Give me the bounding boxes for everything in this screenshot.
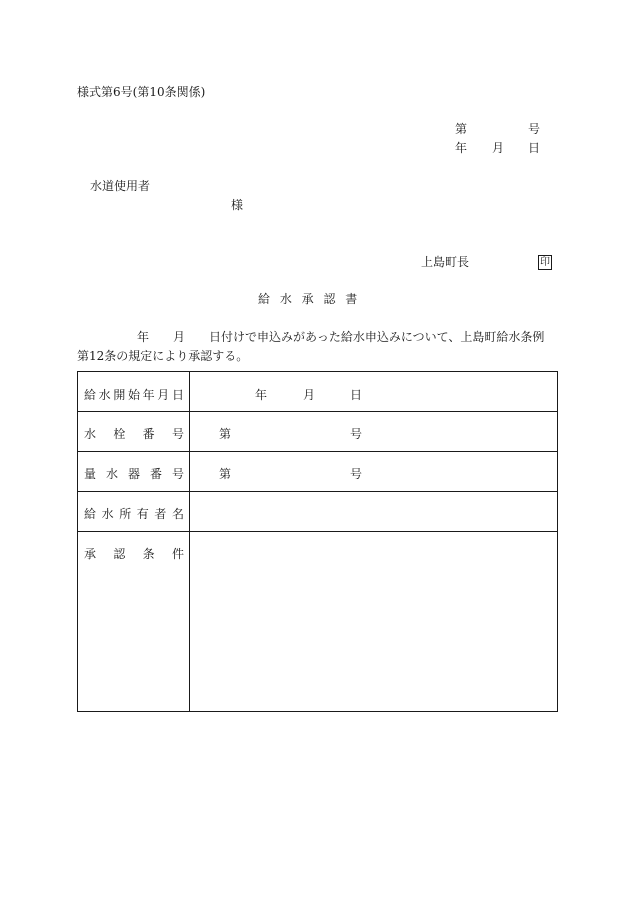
recipient-title: 水道使用者 xyxy=(90,179,151,193)
label-char: 番 xyxy=(142,427,155,441)
row-label xyxy=(84,386,184,403)
label-char: 年 xyxy=(142,388,155,402)
label-char: 号 xyxy=(171,427,184,441)
document-title: 給 水 承 認 書 xyxy=(258,292,358,306)
label-char: 認 xyxy=(113,547,126,561)
label-char: 水 xyxy=(101,507,114,521)
table-row-start-date xyxy=(78,372,557,412)
label-char: 承 xyxy=(84,547,97,561)
table-row-conditions xyxy=(78,531,557,711)
label-char: 号 xyxy=(171,467,184,481)
start-month[interactable]: 月 xyxy=(303,388,316,402)
table-row-meter-number xyxy=(78,451,557,492)
meter-go[interactable]: 号 xyxy=(350,467,363,481)
label-char: 名 xyxy=(171,507,184,521)
tap-go[interactable]: 号 xyxy=(350,427,363,441)
recipient-honorific: 様 xyxy=(231,198,244,212)
issuer-name: 上島町長 xyxy=(421,255,470,269)
label-char: 水 xyxy=(98,388,111,402)
ref-dai: 第 xyxy=(455,122,468,136)
table-row-tap-number xyxy=(78,411,557,452)
body-month: 月 xyxy=(173,330,186,344)
row-label xyxy=(84,465,184,482)
approval-table xyxy=(77,371,558,712)
label-char: 所 xyxy=(119,507,132,521)
label-char: 量 xyxy=(84,467,97,481)
label-char: 件 xyxy=(171,547,184,561)
label-char: 番 xyxy=(149,467,162,481)
form-number: 様式第6号(第10条関係) xyxy=(77,85,206,99)
date-month: 月 xyxy=(492,141,505,155)
date-year: 年 xyxy=(455,141,468,155)
label-char: 給 xyxy=(84,507,97,521)
meter-dai[interactable]: 第 xyxy=(219,467,232,481)
row-label xyxy=(84,545,184,562)
start-day[interactable]: 日 xyxy=(350,388,363,402)
label-char: 有 xyxy=(136,507,149,521)
label-char: 水 xyxy=(84,427,97,441)
seal-mark: 印 xyxy=(540,257,550,268)
table-row-owner-name xyxy=(78,491,557,532)
label-char: 条 xyxy=(142,547,155,561)
label-char: 開 xyxy=(113,388,126,402)
label-char: 給 xyxy=(84,388,97,402)
date-day: 日 xyxy=(528,141,541,155)
label-char: 器 xyxy=(127,467,140,481)
ref-go: 号 xyxy=(528,122,541,136)
row-label xyxy=(84,425,184,442)
label-char: 始 xyxy=(127,388,140,402)
label-char: 者 xyxy=(154,507,167,521)
body-line1: 日付けで申込みがあった給水申込みについて、上島町給水条例 xyxy=(209,330,545,344)
label-char: 日 xyxy=(171,388,184,402)
label-char: 水 xyxy=(105,467,118,481)
label-char: 月 xyxy=(157,388,170,402)
body-line2: 第12条の規定により承認する。 xyxy=(77,349,249,363)
tap-dai[interactable]: 第 xyxy=(219,427,232,441)
label-char: 栓 xyxy=(113,427,126,441)
row-label xyxy=(84,505,184,522)
start-year[interactable]: 年 xyxy=(255,388,268,402)
body-year: 年 xyxy=(137,330,150,344)
